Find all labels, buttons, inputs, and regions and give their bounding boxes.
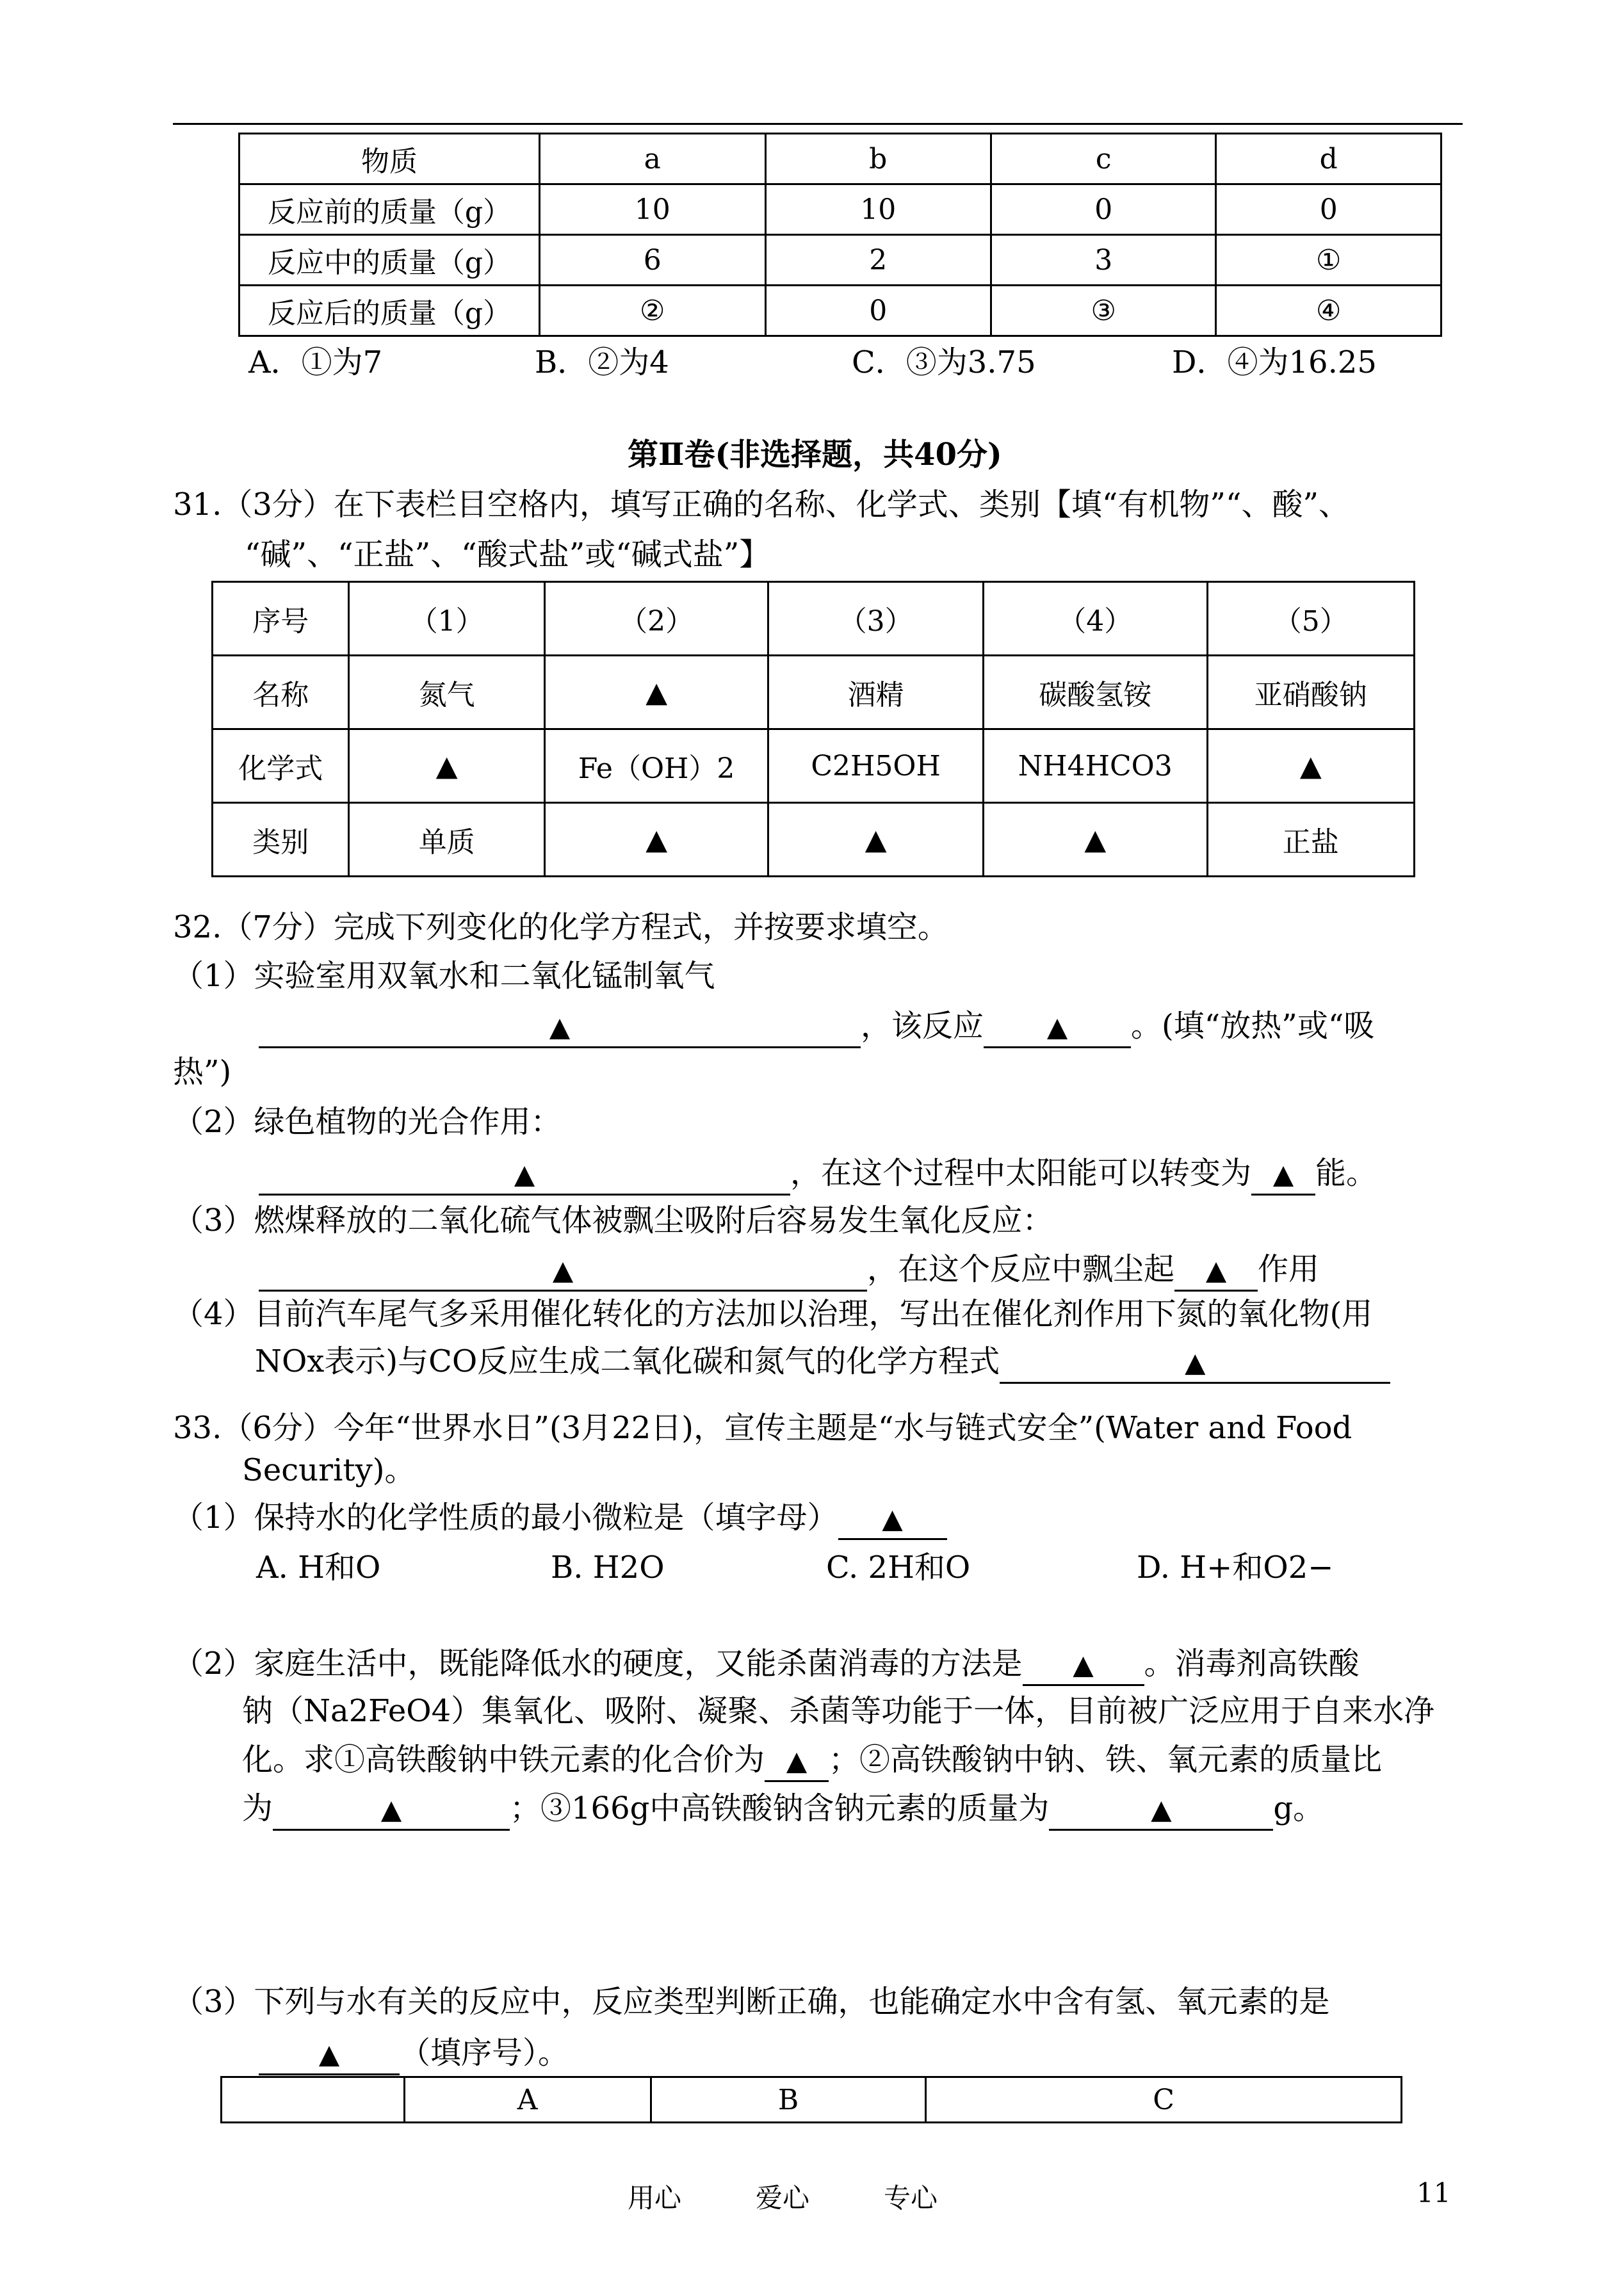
answer-blank[interactable]: ▲ — [1251, 1154, 1315, 1196]
q32-part3-line: ▲ ，在这个反应中飘尘起 ▲ 作用 — [259, 1246, 1319, 1292]
table-cell: 反应后的质量（g） — [240, 286, 540, 336]
q31-table — [211, 581, 1415, 877]
table-cell: C — [926, 2077, 1402, 2123]
table-cell: 正盐 — [1207, 803, 1414, 877]
table-row — [213, 582, 1415, 656]
table-cell: B — [651, 2077, 925, 2123]
table-row — [240, 286, 1441, 336]
table-row — [222, 2077, 1402, 2123]
table-cell: 10 — [540, 184, 765, 235]
q32-part2-line: ▲ ，在这个过程中太阳能可以转变为 ▲ 能。 — [259, 1150, 1377, 1196]
table-cell: Fe（OH）2 — [544, 729, 768, 803]
header-rule — [173, 123, 1463, 125]
table-cell: （5） — [1207, 582, 1414, 656]
table-cell: a — [540, 134, 765, 184]
table-cell: ④ — [1216, 286, 1441, 336]
page-number: 11 — [1417, 2177, 1451, 2209]
table-cell: ② — [540, 286, 765, 336]
table-cell: 物质 — [240, 134, 540, 184]
table-cell: b — [765, 134, 991, 184]
q33-part1: （1）保持水的化学性质的最小微粒是（填字母） ▲ — [173, 1495, 947, 1541]
table-cell: 氮气 — [349, 656, 544, 729]
table-row — [240, 184, 1441, 235]
q31-stem-wrap: “碱”、“正盐”、“酸式盐”或“碱式盐”】 — [245, 537, 770, 572]
answer-blank[interactable]: ▲ — [259, 1154, 790, 1196]
q33-opt-a: A. H和O — [256, 1550, 381, 1585]
section-title: 第Ⅱ卷(非选择题，共40分) — [628, 437, 1002, 473]
table-cell: 10 — [765, 184, 991, 235]
table-cell: ① — [1216, 235, 1441, 286]
table-row — [240, 134, 1441, 184]
answer-blank[interactable]: ▲ — [259, 1250, 867, 1292]
table-cell: ▲ — [983, 803, 1207, 877]
q33-stem: 33.（6分）今年“世界水日”(3月22日)，宣传主题是“水与链式安全”(Water and Food — [173, 1410, 1352, 1446]
q33-part2-l4: 为 ▲ ；③166g中高铁酸钠含钠元素的质量为 ▲ g。 — [242, 1785, 1324, 1831]
table-cell: 反应前的质量（g） — [240, 184, 540, 235]
table-cell: d — [1216, 134, 1441, 184]
q33-part2-l3: 化。求①高铁酸钠中铁元素的化合价为 ▲ ；②高铁酸钠中钠、铁、氧元素的质量比 — [242, 1737, 1382, 1783]
table-row — [213, 729, 1415, 803]
q32-part1: （1）实验室用双氧水和二氧化锰制氧气 — [173, 958, 715, 994]
footer-motto-2: 爱心 — [756, 2182, 810, 2214]
table-cell — [222, 2077, 405, 2123]
q33-opt-c: C. 2H和O — [826, 1550, 971, 1585]
q33-opt-b: B. H2O — [551, 1550, 665, 1585]
table-cell: （4） — [983, 582, 1207, 656]
answer-blank[interactable]: ▲ — [1049, 1789, 1273, 1831]
q33-opt-d: D. H+和O2− — [1137, 1550, 1334, 1585]
table-row — [213, 656, 1415, 729]
table-cell: 酒精 — [768, 656, 984, 729]
q33-part2-l2: 钠（Na2FeO4）集氧化、吸附、凝聚、杀菌等功能于一体，目前被广泛应用于自来水净 — [242, 1693, 1435, 1729]
q32-part4: （4）目前汽车尾气多采用催化转化的方法加以治理，写出在催化剂作用下氮的氧化物(用 — [173, 1296, 1373, 1332]
answer-blank[interactable]: ▲ — [273, 1789, 510, 1831]
q33-stem-wrap: Security)。 — [242, 1452, 416, 1488]
q32-part3: （3）燃煤释放的二氧化硫气体被飘尘吸附后容易发生氧化反应： — [173, 1203, 1053, 1238]
footer-motto-1: 用心 — [628, 2182, 682, 2214]
q32-part1-line: ▲ ，该反应 ▲ 。(填“放热”或“吸 — [259, 1003, 1374, 1049]
table-cell: ▲ — [1207, 729, 1414, 803]
footer-motto-3: 专心 — [884, 2182, 938, 2214]
answer-blank[interactable]: ▲ — [1023, 1644, 1144, 1686]
table-cell: ③ — [991, 286, 1216, 336]
table-cell: 0 — [991, 184, 1216, 235]
table-cell: ▲ — [768, 803, 984, 877]
table-cell: 单质 — [349, 803, 544, 877]
table-cell: C2H5OH — [768, 729, 984, 803]
table-row — [213, 803, 1415, 877]
option-d: D．④为16.25 — [1172, 345, 1377, 380]
q32-part1-wrap: 热”) — [173, 1054, 232, 1090]
q32-part4-line: NOx表示)与CO反应生成二氧化碳和氮气的化学方程式 ▲ — [255, 1338, 1390, 1384]
table-cell: 3 — [991, 235, 1216, 286]
answer-blank[interactable]: ▲ — [259, 2034, 400, 2075]
q32-stem: 32.（7分）完成下列变化的化学方程式，并按要求填空。 — [173, 909, 948, 945]
option-c: C．③为3.75 — [852, 345, 1036, 380]
table-cell: 2 — [765, 235, 991, 286]
table-cell: 反应中的质量（g） — [240, 235, 540, 286]
table-cell: 碳酸氢铵 — [983, 656, 1207, 729]
table-cell: c — [991, 134, 1216, 184]
table-row — [240, 235, 1441, 286]
table-cell: 0 — [765, 286, 991, 336]
q33-reaction-table — [220, 2076, 1402, 2123]
table-cell: 类别 — [213, 803, 349, 877]
answer-blank[interactable]: ▲ — [765, 1740, 829, 1782]
mass-table — [238, 133, 1442, 337]
table-cell: 0 — [1216, 184, 1441, 235]
table-cell: （2） — [544, 582, 768, 656]
table-cell: 化学式 — [213, 729, 349, 803]
table-cell: 名称 — [213, 656, 349, 729]
option-b: B．②为4 — [535, 345, 669, 380]
answer-blank[interactable]: ▲ — [1000, 1342, 1390, 1384]
option-a: A．①为7 — [248, 345, 383, 380]
table-cell: NH4HCO3 — [983, 729, 1207, 803]
q33-part3-l2: ▲ （填序号）。 — [259, 2030, 569, 2076]
table-cell: （1） — [349, 582, 544, 656]
answer-blank[interactable]: ▲ — [984, 1007, 1131, 1048]
table-cell: （3） — [768, 582, 984, 656]
q31-stem: 31.（3分）在下表栏目空格内，填写正确的名称、化学式、类别【填“有机物”“、酸”、 — [173, 487, 1350, 523]
q32-part2: （2）绿色植物的光合作用： — [173, 1104, 562, 1140]
q33-part3-l1: （3）下列与水有关的反应中，反应类型判断正确，也能确定水中含有氢、氧元素的是 — [173, 1984, 1330, 2020]
answer-blank[interactable]: ▲ — [1174, 1250, 1258, 1292]
table-cell: 亚硝酸钠 — [1207, 656, 1414, 729]
table-cell: ▲ — [544, 803, 768, 877]
answer-blank[interactable]: ▲ — [259, 1007, 861, 1048]
table-cell: 6 — [540, 235, 765, 286]
answer-blank[interactable]: ▲ — [838, 1498, 947, 1540]
table-cell: ▲ — [349, 729, 544, 803]
table-cell: ▲ — [544, 656, 768, 729]
q33-part2-l1: （2）家庭生活中，既能降低水的硬度，又能杀菌消毒的方法是 ▲ 。消毒剂高铁酸 — [173, 1641, 1360, 1687]
table-cell: A — [404, 2077, 651, 2123]
table-cell: 序号 — [213, 582, 349, 656]
